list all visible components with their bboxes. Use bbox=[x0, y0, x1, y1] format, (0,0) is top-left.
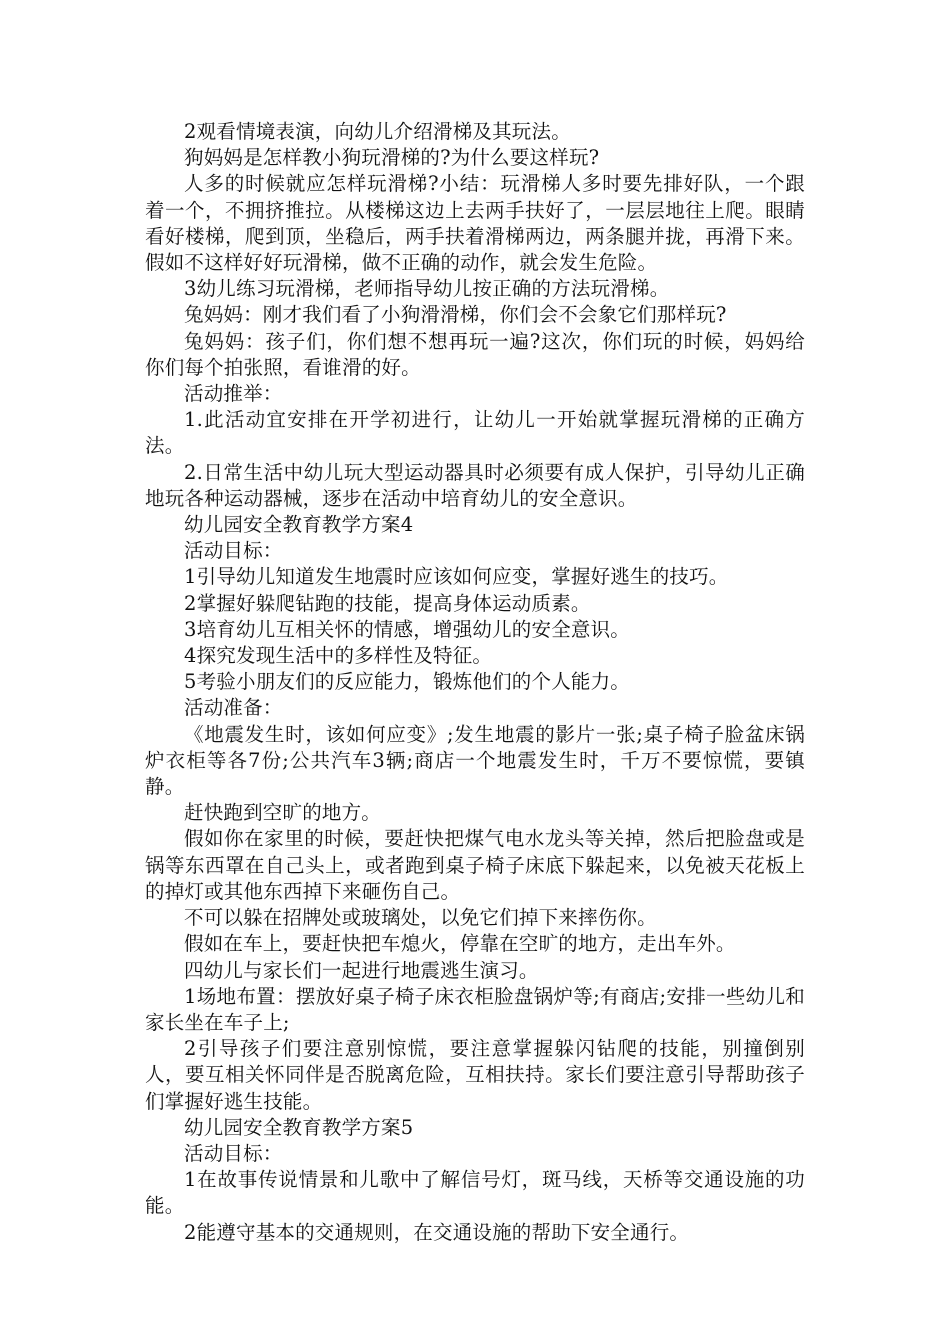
paragraph: 假如你在家里的时候，要赶快把煤气电水龙头等关掉，然后把脸盘或是锅等东西罩在自己头上，或者跑到桌子椅子床底下躲起来，以免被天花板上的掉灯或其他东西掉下来砸伤自己。 bbox=[145, 827, 805, 903]
paragraph: 4探究发现生活中的多样性及特征。 bbox=[184, 644, 493, 668]
section-label: 活动目标： bbox=[184, 539, 283, 563]
paragraph: 《地震发生时，该如何应变》;发生地震的影片一张;桌子椅子脸盆床锅炉衣柜等各7份;公共汽车3辆;商店一个地震发生时，千万不要惊慌，要镇静。 bbox=[145, 722, 805, 799]
section-label: 活动推举： bbox=[184, 382, 283, 406]
paragraph: 2掌握好躲爬钻跑的技能，提高身体运动质素。 bbox=[184, 591, 591, 615]
paragraph: 人多的时候就应怎样玩滑梯?小结：玩滑梯人多时要先排好队，一个跟着一个，不拥挤推拉。从楼梯这边上去两手扶好了，一层层地往上爬。眼睛看好楼梯，爬到顶，坐稳后，两手扶着滑梯两边，两条腿并拢，再滑下来。假如不这样好好玩滑梯，做不正确的动作，就会发生危险。 bbox=[145, 172, 805, 275]
paragraph: 3幼儿练习玩滑梯，老师指导幼儿按正确的方法玩滑梯。 bbox=[184, 277, 670, 301]
paragraph: 2观看情境表演，向幼儿介绍滑梯及其玩法。 bbox=[184, 120, 571, 143]
document-body bbox=[145, 119, 805, 1246]
paragraph: 狗妈妈是怎样教小狗玩滑梯的?为什么要这样玩? bbox=[184, 146, 600, 170]
paragraph: 兔妈妈：孩子们，你们想不想再玩一遍?这次，你们玩的时候，妈妈给你们每个拍张照，看谁滑的好。 bbox=[145, 329, 805, 379]
paragraph: 1引导幼儿知道发生地震时应该如何应变，掌握好逃生的技巧。 bbox=[184, 565, 729, 589]
paragraph: 兔妈妈：刚才我们看了小狗滑滑梯，你们会不会象它们那样玩? bbox=[184, 303, 727, 327]
paragraph: 不可以躲在招牌处或玻璃处，以免它们掉下来摔伤你。 bbox=[184, 906, 657, 930]
paragraph: 四幼儿与家长们一起进行地震逃生演习。 bbox=[184, 958, 539, 982]
paragraph: 1在故事传说情景和儿歌中了解信号灯，斑马线，天桥等交通设施的功能。 bbox=[145, 1168, 805, 1218]
paragraph: 2.日常生活中幼儿玩大型运动器具时必须要有成人保护，引导幼儿正确地玩各种运动器械，逐步在活动中培育幼儿的安全意识。 bbox=[145, 460, 805, 510]
paragraph: 1.此活动宜安排在开学初进行，让幼儿一开始就掌握玩滑梯的正确方法。 bbox=[145, 408, 805, 458]
paragraph: 2引导孩子们要注意别惊慌，要注意掌握躲闪钻爬的技能，别撞倒别人，要互相关怀同伴是否脱离危险，互相扶持。家长们要注意引导帮助孩子们掌握好逃生技能。 bbox=[145, 1037, 805, 1113]
section-label: 活动准备： bbox=[184, 696, 283, 720]
paragraph: 2能遵守基本的交通规则，在交通设施的帮助下安全通行。 bbox=[184, 1220, 690, 1244]
paragraph: 3培育幼儿互相关怀的情感，增强幼儿的安全意识。 bbox=[184, 617, 631, 641]
paragraph: 假如在车上，要赶快把车熄火，停靠在空旷的地方，走出车外。 bbox=[184, 932, 736, 956]
paragraph: 赶快跑到空旷的地方。 bbox=[184, 801, 382, 825]
paragraph: 1场地布置：摆放好桌子椅子床衣柜脸盘锅炉等;有商店;安排一些幼儿和家长坐在车子上; bbox=[145, 984, 805, 1034]
section-heading: 幼儿园安全教育教学方案4 bbox=[184, 513, 414, 537]
section-heading: 幼儿园安全教育教学方案5 bbox=[184, 1115, 414, 1139]
section-label: 活动目标： bbox=[184, 1141, 283, 1165]
paragraph: 5考验小朋友们的反应能力，锻炼他们的个人能力。 bbox=[184, 670, 631, 694]
